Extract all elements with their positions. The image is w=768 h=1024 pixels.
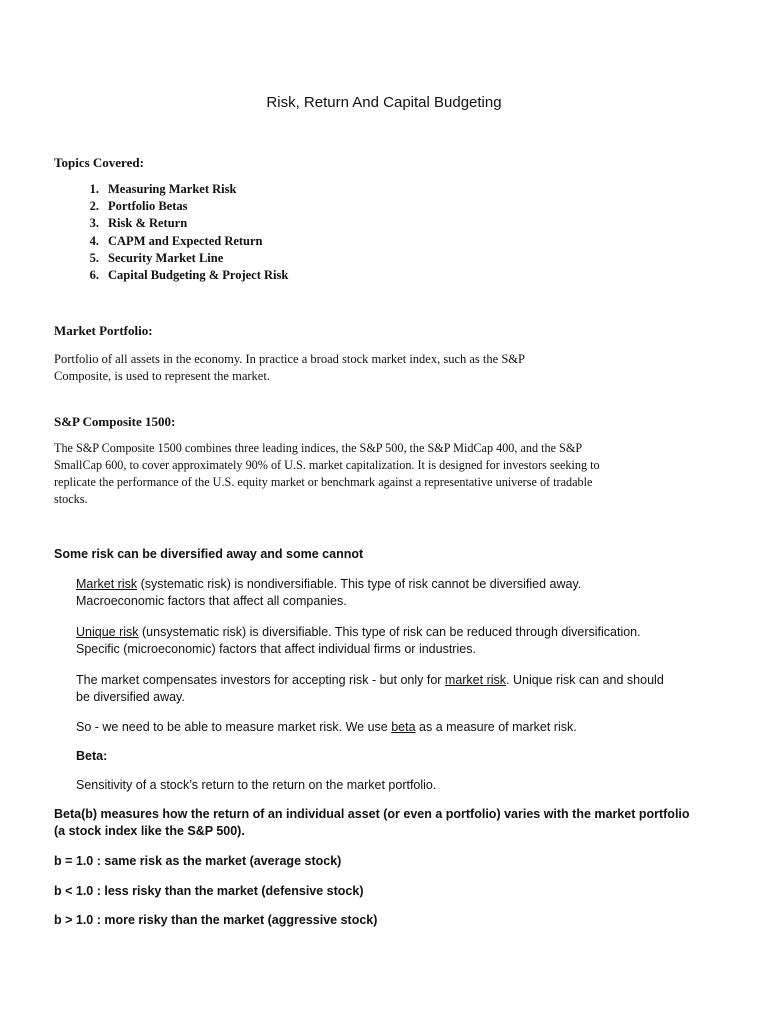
paragraph-line: Composite, is used to represent the market. — [54, 369, 270, 383]
topics-list — [54, 181, 288, 284]
list-item: 5. Security Market Line — [89, 250, 224, 265]
market-risk-paragraph — [76, 576, 746, 610]
compensation-text: The market compensates investors for accepting risk - but only for — [76, 673, 445, 687]
paragraph-line: be diversified away. — [76, 690, 185, 704]
unique-risk-paragraph — [76, 624, 756, 658]
topics-heading: Topics Covered: — [54, 155, 144, 170]
sp-composite-heading: S&P Composite 1500: — [54, 414, 176, 429]
market-portfolio-text — [54, 351, 744, 385]
measure-paragraph — [76, 719, 756, 736]
beta-greater-than-one: b > 1.0 : more risky than the market (aggressive stock) — [54, 913, 378, 927]
list-item: 1. Measuring Market Risk — [89, 182, 237, 196]
beta-term: beta — [391, 720, 416, 734]
market-risk-term: market risk — [444, 673, 507, 687]
paragraph-line: Portfolio of all assets in the economy. In practice a broad stock market index, such as the S&P — [54, 352, 525, 366]
paragraph-line: The S&P Composite 1500 combines three leading indices, the S&P 500, the S&P MidCap 400, and the S&P — [54, 441, 583, 455]
beta-heading: Beta: — [76, 749, 108, 763]
paragraph-line: stocks. — [54, 492, 88, 506]
sp-composite-text — [54, 440, 754, 508]
paragraph-line: Macroeconomic factors that affect all companies. — [76, 594, 347, 608]
list-item: 2. Portfolio Betas — [89, 199, 188, 214]
list-item: 3. Risk & Return — [89, 216, 188, 231]
list-item: 6. Capital Budgeting & Project Risk — [89, 268, 289, 283]
beta-definition: Sensitivity of a stock’s return to the return on the market portfolio. — [76, 778, 437, 792]
measure-text: So - we need to be able to measure market risk. We use — [76, 720, 392, 734]
unique-risk-text: (unsystematic risk) is diversifiable. This type of risk can be reduced through diversification. — [138, 625, 641, 639]
beta-explanation — [54, 806, 754, 840]
market-risk-term: Market risk — [76, 577, 138, 591]
beta-less-than-one: b < 1.0 : less risky than the market (defensive stock) — [54, 884, 364, 898]
measure-text: as a measure of market risk. — [415, 720, 577, 734]
market-risk-text: (systematic risk) is nondiversifiable. This type of risk cannot be diversified away. — [137, 577, 582, 591]
compensation-text: . Unique risk can and should — [506, 673, 664, 687]
paragraph-line: replicate the performance of the U.S. equity market or benchmark against a representative universe of tradable — [54, 475, 593, 489]
beta-equal-one: b = 1.0 : same risk as the market (average stock) — [54, 854, 342, 868]
paragraph-line: SmallCap 600, to cover approximately 90% of U.S. market capitalization. It is designed for investors seeking to — [54, 458, 600, 472]
list-item: 4. CAPM and Expected Return — [89, 233, 263, 248]
paragraph-line: (a stock index like the S&P 500). — [54, 824, 245, 838]
compensation-paragraph — [76, 672, 756, 706]
unique-risk-term: Unique risk — [76, 625, 139, 639]
diversification-heading: Some risk can be diversified away and some cannot — [54, 547, 364, 561]
page-title: Risk, Return And Capital Budgeting — [266, 94, 502, 111]
paragraph-line: Specific (microeconomic) factors that affect individual firms or industries. — [76, 642, 476, 656]
market-portfolio-heading: Market Portfolio: — [54, 323, 153, 338]
paragraph-line: Beta(b) measures how the return of an individual asset (or even a portfolio) varies with the market portfolio — [54, 807, 690, 821]
